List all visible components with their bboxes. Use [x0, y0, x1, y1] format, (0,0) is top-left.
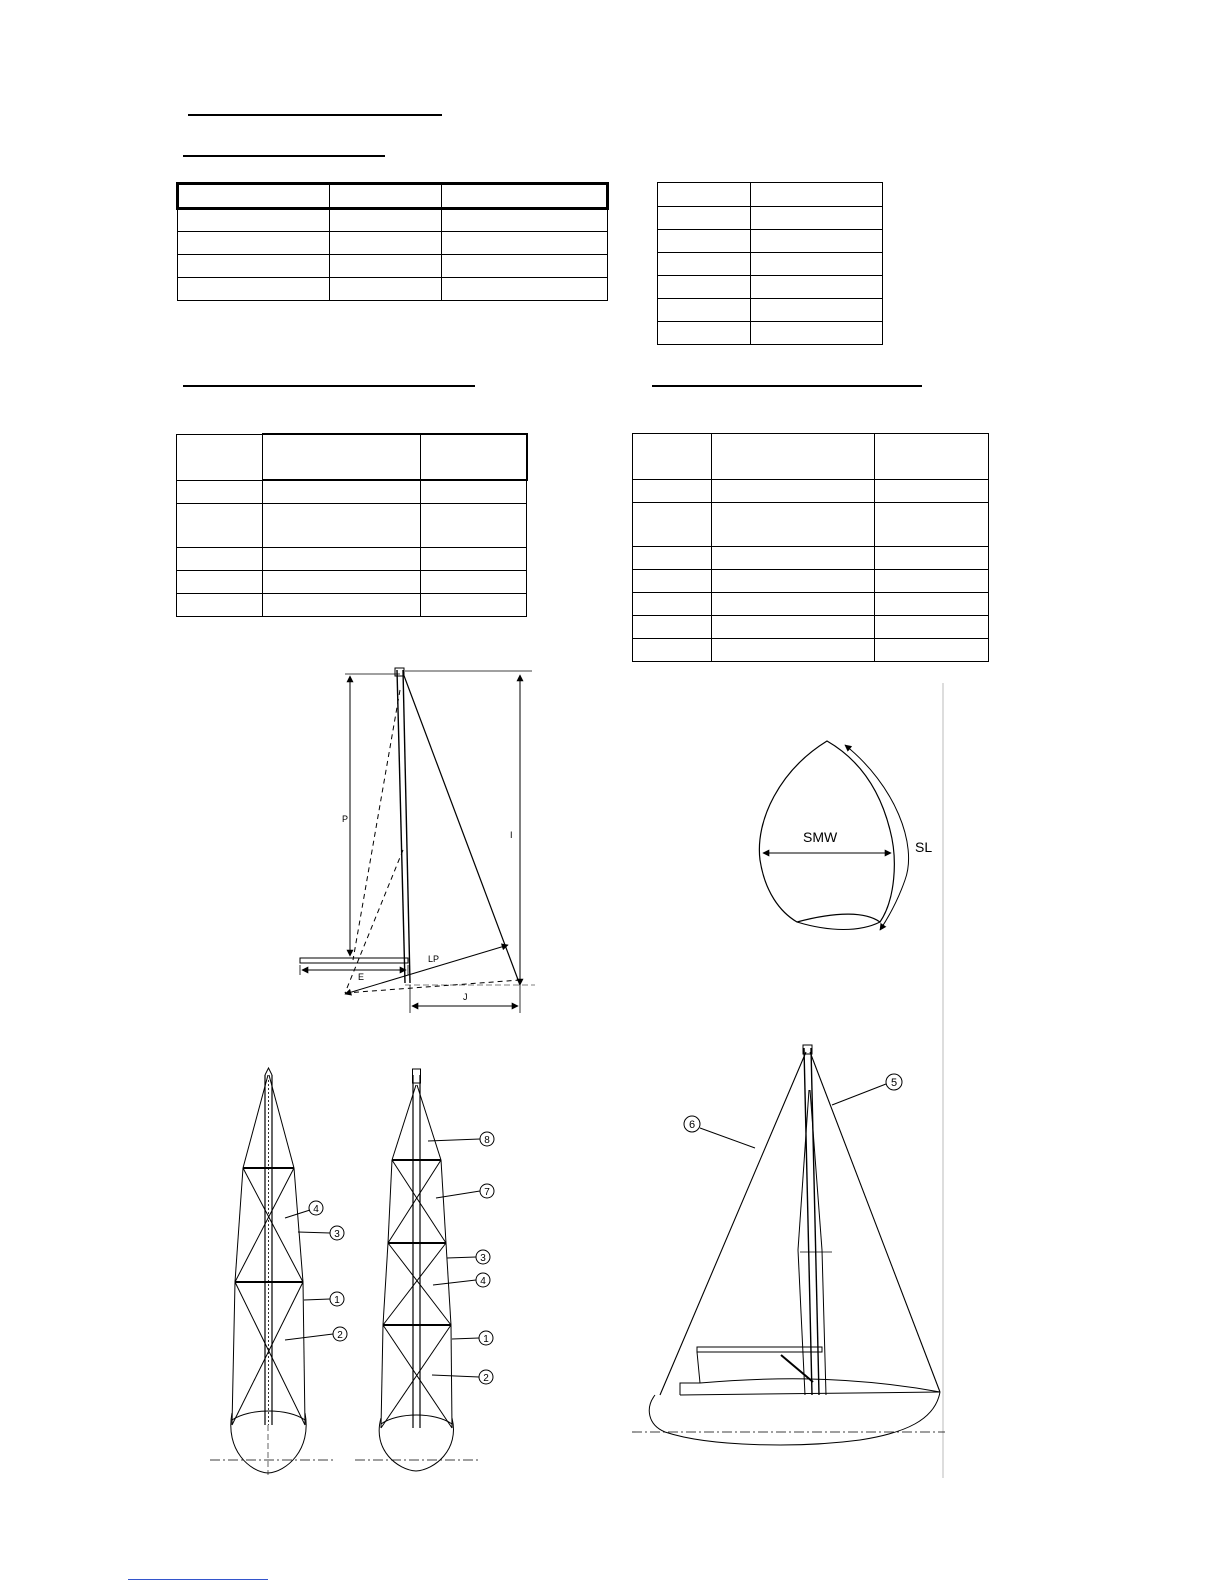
callout-8: 8	[484, 1135, 490, 1146]
table-row	[178, 278, 608, 301]
callout-1: 1	[483, 1334, 489, 1345]
table-row	[633, 616, 989, 639]
shrouds-double-spreader-drawing	[355, 1069, 494, 1471]
table-row	[658, 322, 883, 345]
callout-1: 1	[334, 1295, 340, 1306]
callout-6: 6	[688, 1119, 696, 1131]
callout-4: 4	[313, 1204, 319, 1215]
table-row	[178, 232, 608, 255]
table-row	[658, 207, 883, 230]
label-i: I	[510, 830, 513, 840]
table-row	[658, 183, 883, 207]
label-smw: SMW	[803, 829, 838, 845]
label-sl: SL	[915, 839, 933, 855]
callout-2: 2	[483, 1373, 489, 1384]
table-row	[633, 639, 989, 662]
spinnaker-drawing	[759, 741, 908, 930]
table-row	[633, 570, 989, 593]
label-lp: LP	[428, 954, 440, 964]
table-row	[633, 434, 989, 480]
table-row	[658, 253, 883, 276]
label-e: E	[358, 972, 365, 982]
table-row	[658, 230, 883, 253]
subtitle-underline	[183, 155, 385, 157]
table-row	[177, 434, 527, 480]
table-row	[178, 209, 608, 232]
table-row	[177, 570, 527, 593]
table-row	[633, 503, 989, 547]
title-underline	[188, 114, 442, 116]
label-p: P	[342, 814, 349, 824]
callout-4: 4	[480, 1276, 486, 1287]
table-sails-right	[632, 433, 989, 662]
table-row	[633, 480, 989, 503]
table-row	[177, 593, 527, 616]
table-row	[177, 547, 527, 570]
callout-3: 3	[480, 1253, 486, 1264]
table-row	[177, 480, 527, 503]
callout-7: 7	[484, 1187, 490, 1198]
table-row	[178, 255, 608, 278]
boat-profile-drawing	[632, 1045, 945, 1445]
rig-dimension-drawing	[300, 668, 535, 1013]
callout-3: 3	[334, 1229, 340, 1240]
section-underline-right	[652, 385, 922, 387]
footnote-separator	[128, 1579, 268, 1580]
label-j: J	[463, 992, 468, 1002]
table-sails-left	[176, 433, 528, 617]
table-row	[633, 547, 989, 570]
callout-2: 2	[337, 1330, 343, 1341]
table-rig-dimensions	[657, 182, 883, 345]
callout-5: 5	[890, 1077, 898, 1089]
table-row	[178, 184, 608, 209]
shrouds-single-spreader-drawing	[210, 1068, 347, 1475]
table-main-dimensions	[176, 182, 609, 301]
table-row	[633, 593, 989, 616]
table-row	[177, 503, 527, 547]
table-row	[658, 299, 883, 322]
section-underline-left	[183, 385, 475, 387]
table-row	[658, 276, 883, 299]
